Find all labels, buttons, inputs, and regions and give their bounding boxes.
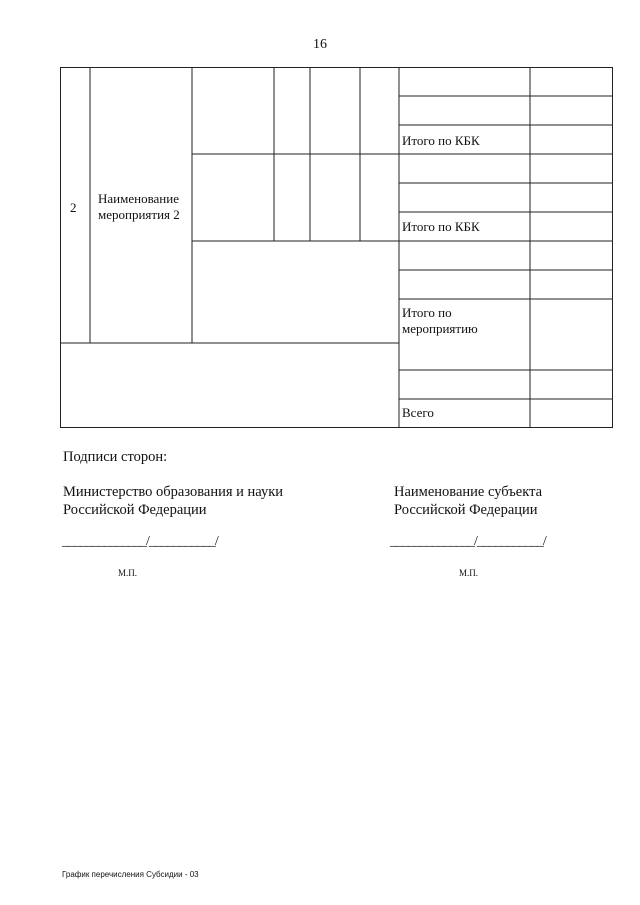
document-footer: График перечисления Субсидии - 03 [62,870,199,879]
kbk-total-label: Итого по КБК [402,133,480,148]
right-stamp-label: М.П. [459,568,479,578]
right-signature-line: ______________/___________/ [390,534,546,549]
right-party-name: Наименование субъекта Российской Федерации [394,484,543,518]
row-number: 2 [70,200,77,215]
event-total-label: Итого по мероприятию [402,305,478,336]
left-party-name: Министерство образования и науки Российской Федерации [63,484,284,518]
kbk-total-label: Итого по КБК [402,219,480,234]
subsidy-schedule-table [60,67,613,428]
table-grid [60,67,613,428]
event-name: Наименование мероприятия 2 [98,191,180,222]
left-signature-line: ______________/___________/ [62,534,218,549]
grand-total-label: Всего [402,405,434,420]
page-number: 16 [313,37,327,52]
left-stamp-label: М.П. [118,568,138,578]
signatures-title: Подписи сторон: [63,449,168,465]
